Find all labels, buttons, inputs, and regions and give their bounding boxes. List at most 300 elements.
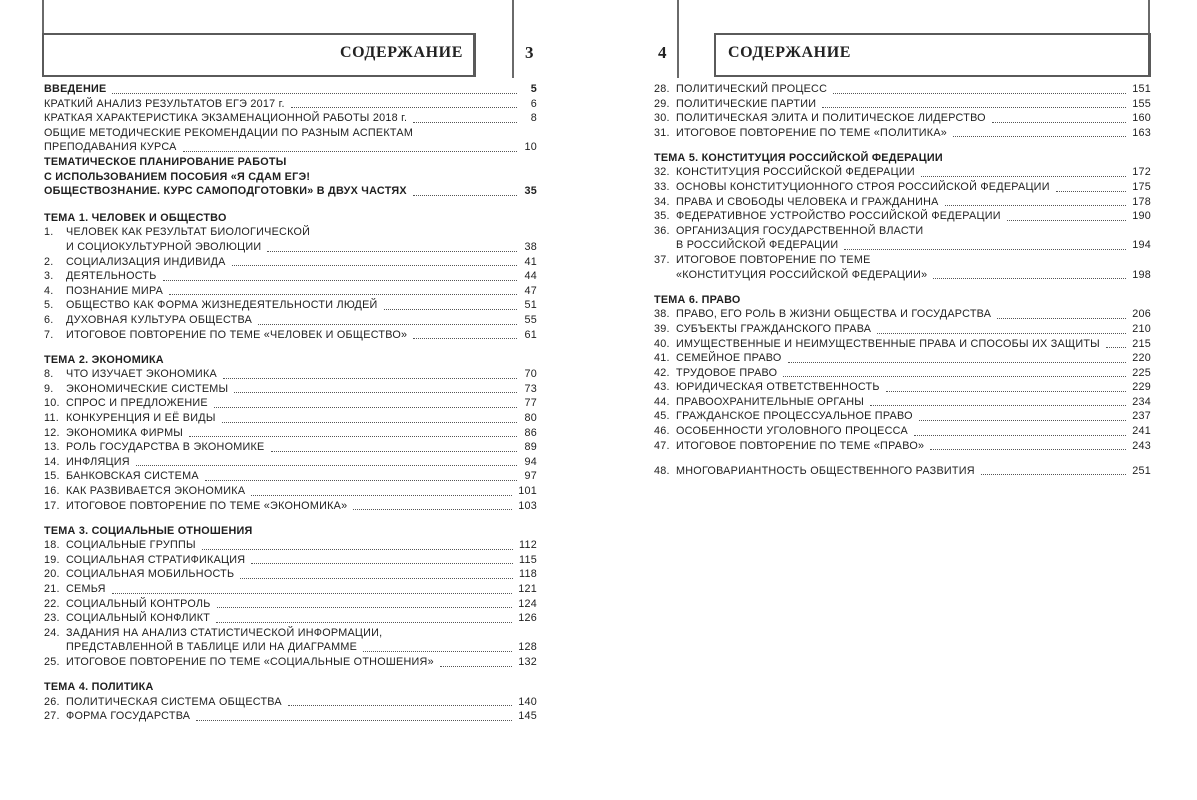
toc-entry-number: 25. xyxy=(44,655,60,668)
toc-entry xyxy=(654,180,1151,195)
toc-entry-page: 115 xyxy=(519,553,537,566)
toc-entry-number: 45. xyxy=(654,410,670,423)
toc-entry-page: 61 xyxy=(524,328,537,341)
toc-entry-title: РОЛЬ ГОСУДАРСТВА В ЭКОНОМИКЕ xyxy=(66,441,265,454)
toc-entry-title: КРАТКАЯ ХАРАКТЕРИСТИКА ЭКЗАМЕНАЦИОННОЙ РАБОТЫ 2018 г. xyxy=(44,112,408,125)
dot-leader xyxy=(930,449,1126,450)
toc-entry-title: ПОЛИТИЧЕСКИЙ ПРОЦЕСС xyxy=(676,83,828,95)
toc-entry-page: 210 xyxy=(1132,322,1151,335)
toc-entry-title: МНОГОВАРИАНТНОСТЬ ОБЩЕСТВЕННОГО РАЗВИТИЯ xyxy=(676,464,975,477)
toc-entry-page: 80 xyxy=(524,411,537,424)
toc-entry-page: 225 xyxy=(1132,366,1151,379)
right-page-frame-line xyxy=(1148,0,1150,36)
toc-entry-title: ЭКОНОМИКА ФИРМЫ xyxy=(66,426,184,439)
toc-entry-number: 48. xyxy=(654,464,670,477)
toc-entry-number: 8. xyxy=(44,368,54,381)
toc-entry-title: БАНКОВСКАЯ СИСТЕМА xyxy=(66,470,199,483)
toc-entry-title: ТЕМАТИЧЕСКОЕ ПЛАНИРОВАНИЕ РАБОТЫ xyxy=(44,155,287,168)
dot-leader xyxy=(945,205,1127,206)
toc-entry-number: 6. xyxy=(44,313,54,326)
toc-entry-number: 27. xyxy=(44,710,60,723)
toc-entry-title: КОНКУРЕНЦИЯ И ЕЁ ВИДЫ xyxy=(66,411,216,424)
toc-entry-page: 229 xyxy=(1132,381,1151,394)
toc-entry-number: 43. xyxy=(654,381,670,394)
toc-entry-page: 103 xyxy=(518,499,537,512)
toc-entry-number: 29. xyxy=(654,97,670,110)
toc-entry xyxy=(44,695,537,710)
toc-entry xyxy=(654,439,1151,454)
toc-entry-title: СОЦИАЛЬНЫЙ КОНТРОЛЬ xyxy=(66,597,211,610)
toc-entry xyxy=(654,351,1151,366)
toc-entry-page: 51 xyxy=(524,299,537,312)
toc-entry-page: 5 xyxy=(530,83,537,95)
toc-entry xyxy=(44,611,537,626)
dot-leader xyxy=(240,578,513,579)
dot-leader xyxy=(232,265,517,266)
toc-entry-number: 31. xyxy=(654,126,670,139)
topic6-heading: ТЕМА 6. ПРАВО xyxy=(654,293,741,306)
toc-entry-number: 44. xyxy=(654,395,670,408)
toc-entry-page: 126 xyxy=(518,612,537,625)
toc-entry xyxy=(44,709,537,724)
toc-entry xyxy=(44,111,537,126)
toc-entry-page: 243 xyxy=(1132,439,1151,452)
toc-entry-page: 6 xyxy=(530,97,537,110)
toc-entry-number: 46. xyxy=(654,425,670,438)
toc-entry-page: 175 xyxy=(1132,181,1151,194)
toc-entry-number: 37. xyxy=(654,254,670,267)
toc-entry-number: 33. xyxy=(654,181,670,194)
right-page-spine-line xyxy=(677,0,679,78)
toc-entry xyxy=(654,366,1151,381)
toc-entry-number: 47. xyxy=(654,439,670,452)
toc-entry-title: СОЦИАЛЬНЫЕ ГРУППЫ xyxy=(66,539,196,552)
dot-leader xyxy=(205,480,517,481)
toc-entry xyxy=(654,409,1151,424)
toc-entry xyxy=(44,655,537,670)
dot-leader xyxy=(267,251,517,252)
toc-entry-title: «КОНСТИТУЦИЯ РОССИЙСКОЙ ФЕДЕРАЦИИ» xyxy=(676,268,928,281)
toc-entry xyxy=(654,464,1151,479)
dot-leader xyxy=(136,465,517,466)
dot-leader xyxy=(271,451,517,452)
toc-entry xyxy=(44,155,537,170)
toc-entry xyxy=(44,82,537,97)
toc-entry-number: 19. xyxy=(44,553,60,566)
toc-entry-title: КОНСТИТУЦИЯ РОССИЙСКОЙ ФЕДЕРАЦИИ xyxy=(676,166,915,179)
toc-entry-title: ЧЕЛОВЕК КАК РЕЗУЛЬТАТ БИОЛОГИЧЕСКОЙ xyxy=(66,226,311,239)
toc-entry-page: 112 xyxy=(519,539,537,552)
dot-leader xyxy=(953,136,1126,137)
toc-entry-page: 198 xyxy=(1132,268,1151,281)
toc-entry-title: ОСНОВЫ КОНСТИТУЦИОННОГО СТРОЯ РОССИЙСКОЙ ФЕДЕРАЦИИ xyxy=(676,181,1050,194)
toc-entry-page: 41 xyxy=(524,255,537,268)
toc-entry-number: 23. xyxy=(44,612,60,625)
toc-entry-page: 35 xyxy=(524,185,537,198)
toc-entry-number: 20. xyxy=(44,568,60,581)
toc-entry xyxy=(44,499,537,514)
dot-leader xyxy=(919,420,1126,421)
toc-entry xyxy=(44,440,537,455)
toc-entry xyxy=(44,382,537,397)
toc-entry xyxy=(44,567,537,582)
toc-entry-title: ИТОГОВОЕ ПОВТОРЕНИЕ ПО ТЕМЕ «ПОЛИТИКА» xyxy=(676,126,948,139)
dot-leader xyxy=(189,436,517,437)
toc-entry-page: 163 xyxy=(1132,126,1151,139)
toc-entry-title: ОСОБЕННОСТИ УГОЛОВНОГО ПРОЦЕССА xyxy=(676,425,908,438)
toc-entry-number: 11. xyxy=(44,411,59,424)
toc-entry xyxy=(654,424,1151,439)
dot-leader xyxy=(251,495,512,496)
toc-entry-page: 206 xyxy=(1132,308,1151,321)
dot-leader xyxy=(981,474,1126,475)
dot-leader xyxy=(1106,347,1126,348)
toc-entry-number: 5. xyxy=(44,299,54,312)
toc-entry-title: ИМУЩЕСТВЕННЫЕ И НЕИМУЩЕСТВЕННЫЕ ПРАВА И СПОСОБЫ ИХ ЗАЩИТЫ xyxy=(676,337,1100,350)
toc-entry xyxy=(654,97,1151,112)
toc-entry-page: 234 xyxy=(1132,395,1151,408)
toc-entry-number: 15. xyxy=(44,470,60,483)
toc-entry-title: ИТОГОВОЕ ПОВТОРЕНИЕ ПО ТЕМЕ «СОЦИАЛЬНЫЕ ОТНОШЕНИЯ» xyxy=(66,655,434,668)
toc-entry-page: 73 xyxy=(524,382,537,395)
toc-entry xyxy=(44,126,537,141)
toc-entry-number: 16. xyxy=(44,484,60,497)
toc-entry-number: 2. xyxy=(44,255,54,268)
toc-entry-title: СОЦИАЛЬНАЯ СТРАТИФИКАЦИЯ xyxy=(66,553,246,566)
right-toc-column xyxy=(654,82,1151,478)
toc-entry-page: 118 xyxy=(519,568,537,581)
dot-leader xyxy=(788,362,1127,363)
topic1-list xyxy=(44,225,537,342)
topic3-heading: ТЕМА 3. СОЦИАЛЬНЫЕ ОТНОШЕНИЯ xyxy=(44,524,253,537)
toc-entry-page: 190 xyxy=(1132,210,1151,223)
toc-entry-page: 128 xyxy=(518,641,537,654)
toc-entry-title: СОЦИАЛЬНАЯ МОБИЛЬНОСТЬ xyxy=(66,568,235,581)
dot-leader xyxy=(291,107,517,108)
toc-entry-page: 47 xyxy=(524,284,537,297)
dot-leader xyxy=(353,509,512,510)
topic5-list xyxy=(654,165,1151,282)
dot-leader xyxy=(877,333,1126,334)
toc-entry-number: 13. xyxy=(44,441,60,454)
toc-entry-page: 241 xyxy=(1132,425,1151,438)
toc-entry-title: ПОЗНАНИЕ МИРА xyxy=(66,284,164,297)
toc-entry-title: ПОЛИТИЧЕСКАЯ ЭЛИТА И ПОЛИТИЧЕСКОЕ ЛИДЕРСТВО xyxy=(676,112,986,125)
toc-entry-title: ЧТО ИЗУЧАЕТ ЭКОНОМИКА xyxy=(66,368,217,381)
toc-entry-number: 38. xyxy=(654,308,670,321)
toc-entry-page: 132 xyxy=(518,655,537,668)
toc-entry-number: 7. xyxy=(44,328,54,341)
toc-entry-page: 124 xyxy=(518,597,537,610)
toc-entry-number: 17. xyxy=(44,499,60,512)
toc-entry-title: ИТОГОВОЕ ПОВТОРЕНИЕ ПО ТЕМЕ «ЧЕЛОВЕК И ОБЩЕСТВО» xyxy=(66,328,408,341)
toc-entry xyxy=(654,337,1151,352)
toc-entry xyxy=(44,97,537,112)
toc-entry-title: ВВЕДЕНИЕ xyxy=(44,83,107,95)
toc-entry xyxy=(654,253,1151,268)
toc-entry-number: 42. xyxy=(654,366,670,379)
dot-leader xyxy=(363,651,512,652)
toc-entry-number: 39. xyxy=(654,322,670,335)
toc-entry-page: 220 xyxy=(1132,352,1151,365)
dot-leader xyxy=(844,249,1126,250)
toc-entry-page: 140 xyxy=(518,695,537,708)
right-header-title: СОДЕРЖАНИЕ xyxy=(728,44,852,61)
dot-leader xyxy=(202,549,513,550)
toc-entry-title: ПРАВООХРАНИТЕЛЬНЫЕ ОРГАНЫ xyxy=(676,395,865,408)
toc-entry-title: СУБЪЕКТЫ ГРАЖДАНСКОГО ПРАВА xyxy=(676,322,872,335)
toc-entry xyxy=(654,380,1151,395)
toc-entry-page: 89 xyxy=(524,441,537,454)
toc-entry-page: 44 xyxy=(524,270,537,283)
toc-entry xyxy=(654,268,1151,283)
toc-entry-title: СЕМЕЙНОЕ ПРАВО xyxy=(676,352,782,365)
dot-leader xyxy=(822,107,1126,108)
toc-entry xyxy=(44,538,537,553)
toc-entry xyxy=(44,170,537,185)
dot-leader xyxy=(933,278,1126,279)
dot-leader xyxy=(223,378,517,379)
toc-entry-number: 32. xyxy=(654,166,670,179)
toc-entry-title: ИТОГОВОЕ ПОВТОРЕНИЕ ПО ТЕМЕ «ЭКОНОМИКА» xyxy=(66,499,348,512)
left-toc-column xyxy=(44,82,537,724)
dot-leader xyxy=(997,318,1126,319)
dot-leader xyxy=(214,407,517,408)
toc-entry xyxy=(44,426,537,441)
topic2-heading: ТЕМА 2. ЭКОНОМИКА xyxy=(44,353,164,366)
toc-entry xyxy=(44,597,537,612)
toc-entry xyxy=(654,209,1151,224)
toc-entry xyxy=(654,224,1151,239)
toc-entry-number: 28. xyxy=(654,83,670,95)
dot-leader xyxy=(112,593,513,594)
toc-entry xyxy=(654,238,1151,253)
right-page-header xyxy=(714,33,1151,77)
topic4-continued-list xyxy=(654,82,1151,140)
toc-entry-page: 172 xyxy=(1132,166,1151,179)
toc-entry-title: ПРАВО, ЕГО РОЛЬ В ЖИЗНИ ОБЩЕСТВА И ГОСУДАРСТВА xyxy=(676,308,992,321)
toc-entry-number: 12. xyxy=(44,426,60,439)
toc-entry-page: 55 xyxy=(524,313,537,326)
toc-entry xyxy=(654,395,1151,410)
toc-entry-page: 38 xyxy=(524,240,537,253)
toc-entry xyxy=(44,484,537,499)
dot-leader xyxy=(222,422,517,423)
toc-entry xyxy=(654,322,1151,337)
toc-entry-page: 151 xyxy=(1132,83,1151,95)
toc-entry-title: ПРЕПОДАВАНИЯ КУРСА xyxy=(44,141,177,154)
dot-leader xyxy=(384,309,517,310)
toc-entry-page: 101 xyxy=(518,484,537,497)
topic6-list xyxy=(654,307,1151,453)
toc-entry xyxy=(44,553,537,568)
toc-entry-title: С ИСПОЛЬЗОВАНИЕМ ПОСОБИЯ «Я СДАМ ЕГЭ! xyxy=(44,170,311,183)
toc-entry xyxy=(654,126,1151,141)
toc-entry xyxy=(654,307,1151,322)
toc-entry-title: И СОЦИОКУЛЬТУРНОЙ ЭВОЛЮЦИИ xyxy=(66,240,262,253)
toc-entry-page: 251 xyxy=(1132,464,1151,477)
topic5-heading: ТЕМА 5. КОНСТИТУЦИЯ РОССИЙСКОЙ ФЕДЕРАЦИИ xyxy=(654,151,943,164)
toc-entry-title: ПРАВА И СВОБОДЫ ЧЕЛОВЕКА И ГРАЖДАНИНА xyxy=(676,195,939,208)
toc-entry-title: ИТОГОВОЕ ПОВТОРЕНИЕ ПО ТЕМЕ «ПРАВО» xyxy=(676,439,925,452)
dot-leader xyxy=(1056,191,1127,192)
toc-entry xyxy=(44,640,537,655)
toc-entry-number: 14. xyxy=(44,455,60,468)
toc-entry-page: 97 xyxy=(524,470,537,483)
toc-entry xyxy=(654,165,1151,180)
toc-entry-title: ОБЩИЕ МЕТОДИЧЕСКИЕ РЕКОМЕНДАЦИИ ПО РАЗНЫМ АСПЕКТАМ xyxy=(44,126,414,139)
toc-entry-page: 10 xyxy=(524,141,537,154)
toc-entry-number: 24. xyxy=(44,626,60,639)
toc-entry xyxy=(44,328,537,343)
toc-entry-page: 94 xyxy=(524,455,537,468)
toc-entry-page: 77 xyxy=(524,397,537,410)
toc-entry-number: 36. xyxy=(654,224,670,237)
toc-entry-title: В РОССИЙСКОЙ ФЕДЕРАЦИИ xyxy=(676,239,839,252)
toc-entry xyxy=(44,269,537,284)
toc-entry-title: СЕМЬЯ xyxy=(66,583,106,595)
toc-entry xyxy=(44,313,537,328)
toc-entry-title: ТРУДОВОЕ ПРАВО xyxy=(676,366,778,379)
final-list xyxy=(654,464,1151,479)
dot-leader xyxy=(914,435,1126,436)
dot-leader xyxy=(183,151,517,152)
toc-entry-number: 9. xyxy=(44,382,54,395)
dot-leader xyxy=(413,195,517,196)
topic2-list xyxy=(44,367,537,513)
dot-leader xyxy=(440,666,512,667)
left-page-frame-line xyxy=(42,0,44,36)
topic4-list xyxy=(44,695,537,724)
toc-entry-page: 145 xyxy=(518,710,537,723)
toc-entry xyxy=(44,411,537,426)
toc-entry xyxy=(654,111,1151,126)
toc-entry-title: ГРАЖДАНСКОЕ ПРОЦЕССУАЛЬНОЕ ПРАВО xyxy=(676,410,913,423)
dot-leader xyxy=(288,705,512,706)
toc-entry-page: 215 xyxy=(1132,337,1151,350)
toc-entry-page: 86 xyxy=(524,426,537,439)
toc-entry-page: 70 xyxy=(524,368,537,381)
toc-entry-number: 22. xyxy=(44,597,60,610)
toc-entry-title: ПРЕДСТАВЛЕННОЙ В ТАБЛИЦЕ ИЛИ НА ДИАГРАММЕ xyxy=(66,641,358,654)
dot-leader xyxy=(992,122,1126,123)
toc-entry xyxy=(44,626,537,641)
dot-leader xyxy=(258,324,517,325)
toc-entry xyxy=(44,396,537,411)
dot-leader xyxy=(921,176,1126,177)
dot-leader xyxy=(234,392,517,393)
dot-leader xyxy=(216,622,512,623)
dot-leader xyxy=(886,391,1127,392)
toc-entry-title: ПОЛИТИЧЕСКАЯ СИСТЕМА ОБЩЕСТВА xyxy=(66,695,282,708)
toc-entry xyxy=(44,298,537,313)
toc-entry xyxy=(44,140,537,155)
toc-entry xyxy=(44,184,537,199)
toc-entry-number: 30. xyxy=(654,112,670,125)
toc-entry-title: ЭКОНОМИЧЕСКИЕ СИСТЕМЫ xyxy=(66,382,229,395)
toc-entry-number: 34. xyxy=(654,195,670,208)
dot-leader xyxy=(1007,220,1127,221)
toc-entry xyxy=(654,82,1151,97)
intro-section xyxy=(44,82,537,199)
toc-entry-number: 4. xyxy=(44,284,54,297)
toc-entry-page: 237 xyxy=(1132,410,1151,423)
toc-entry-page: 155 xyxy=(1132,97,1151,110)
left-header-title: СОДЕРЖАНИЕ xyxy=(339,44,463,61)
right-page-number: 4 xyxy=(658,43,667,62)
toc-entry-title: ОБЩЕСТВОЗНАНИЕ. КУРС САМОПОДГОТОВКИ» В ДВУХ ЧАСТЯХ xyxy=(44,185,407,198)
dot-leader xyxy=(251,563,513,564)
dot-leader xyxy=(217,607,513,608)
dot-leader xyxy=(413,122,517,123)
dot-leader xyxy=(783,376,1126,377)
toc-entry xyxy=(44,367,537,382)
dot-leader xyxy=(413,338,517,339)
toc-entry-number: 41. xyxy=(654,352,670,365)
dot-leader xyxy=(112,93,517,94)
toc-entry-number: 18. xyxy=(44,539,60,552)
topic1-heading: ТЕМА 1. ЧЕЛОВЕК И ОБЩЕСТВО xyxy=(44,211,227,224)
toc-entry-page: 160 xyxy=(1132,112,1151,125)
toc-entry xyxy=(44,240,537,255)
toc-entry-title: ФЕДЕРАТИВНОЕ УСТРОЙСТВО РОССИЙСКОЙ ФЕДЕРАЦИИ xyxy=(676,210,1001,223)
topic4-heading: ТЕМА 4. ПОЛИТИКА xyxy=(44,681,154,694)
dot-leader xyxy=(870,405,1126,406)
toc-entry xyxy=(44,255,537,270)
toc-entry-title: ЮРИДИЧЕСКАЯ ОТВЕТСТВЕННОСТЬ xyxy=(676,381,880,394)
toc-entry xyxy=(654,195,1151,210)
toc-entry-title: КРАТКИЙ АНАЛИЗ РЕЗУЛЬТАТОВ ЕГЭ 2017 г. xyxy=(44,97,285,110)
toc-entry-title: ПОЛИТИЧЕСКИЕ ПАРТИИ xyxy=(676,97,817,110)
toc-entry-number: 1. xyxy=(44,226,54,239)
toc-entry-page: 121 xyxy=(518,583,537,595)
dot-leader xyxy=(169,294,517,295)
toc-entry-title: СОЦИАЛЬНЫЙ КОНФЛИКТ xyxy=(66,612,211,625)
toc-entry-number: 3. xyxy=(44,270,54,283)
left-page-header xyxy=(42,33,476,77)
toc-entry-title: ИТОГОВОЕ ПОВТОРЕНИЕ ПО ТЕМЕ xyxy=(676,254,871,267)
toc-entry-page: 8 xyxy=(530,112,537,125)
toc-entry-title: ДЕЯТЕЛЬНОСТЬ xyxy=(66,270,157,283)
toc-entry xyxy=(44,455,537,470)
dot-leader xyxy=(196,720,512,721)
toc-entry-title: ДУХОВНАЯ КУЛЬТУРА ОБЩЕСТВА xyxy=(66,313,253,326)
toc-entry-title: ОРГАНИЗАЦИЯ ГОСУДАРСТВЕННОЙ ВЛАСТИ xyxy=(676,224,924,237)
toc-entry-number: 35. xyxy=(654,210,670,223)
toc-entry xyxy=(44,225,537,240)
toc-entry-title: ИНФЛЯЦИЯ xyxy=(66,455,130,468)
toc-entry-title: ОБЩЕСТВО КАК ФОРМА ЖИЗНЕДЕЯТЕЛЬНОСТИ ЛЮДЕЙ xyxy=(66,299,378,312)
toc-entry-number: 26. xyxy=(44,695,60,708)
toc-entry xyxy=(44,582,537,597)
toc-entry-title: КАК РАЗВИВАЕТСЯ ЭКОНОМИКА xyxy=(66,484,246,497)
toc-entry-title: ФОРМА ГОСУДАРСТВА xyxy=(66,710,191,723)
toc-entry-number: 21. xyxy=(44,583,60,595)
toc-entry-title: СОЦИАЛИЗАЦИЯ ИНДИВИДА xyxy=(66,255,226,268)
toc-entry-number: 40. xyxy=(654,337,670,350)
toc-entry xyxy=(44,284,537,299)
toc-entry-title: СПРОС И ПРЕДЛОЖЕНИЕ xyxy=(66,397,208,410)
toc-entry-page: 178 xyxy=(1132,195,1151,208)
left-page-number: 3 xyxy=(525,43,534,62)
topic3-list xyxy=(44,538,537,669)
left-page-spine-line xyxy=(512,0,514,78)
toc-entry-page: 194 xyxy=(1132,239,1151,252)
dot-leader xyxy=(833,93,1126,94)
dot-leader xyxy=(163,280,517,281)
toc-entry-title: ЗАДАНИЯ НА АНАЛИЗ СТАТИСТИЧЕСКОЙ ИНФОРМАЦИИ, xyxy=(66,626,383,639)
toc-entry xyxy=(44,469,537,484)
